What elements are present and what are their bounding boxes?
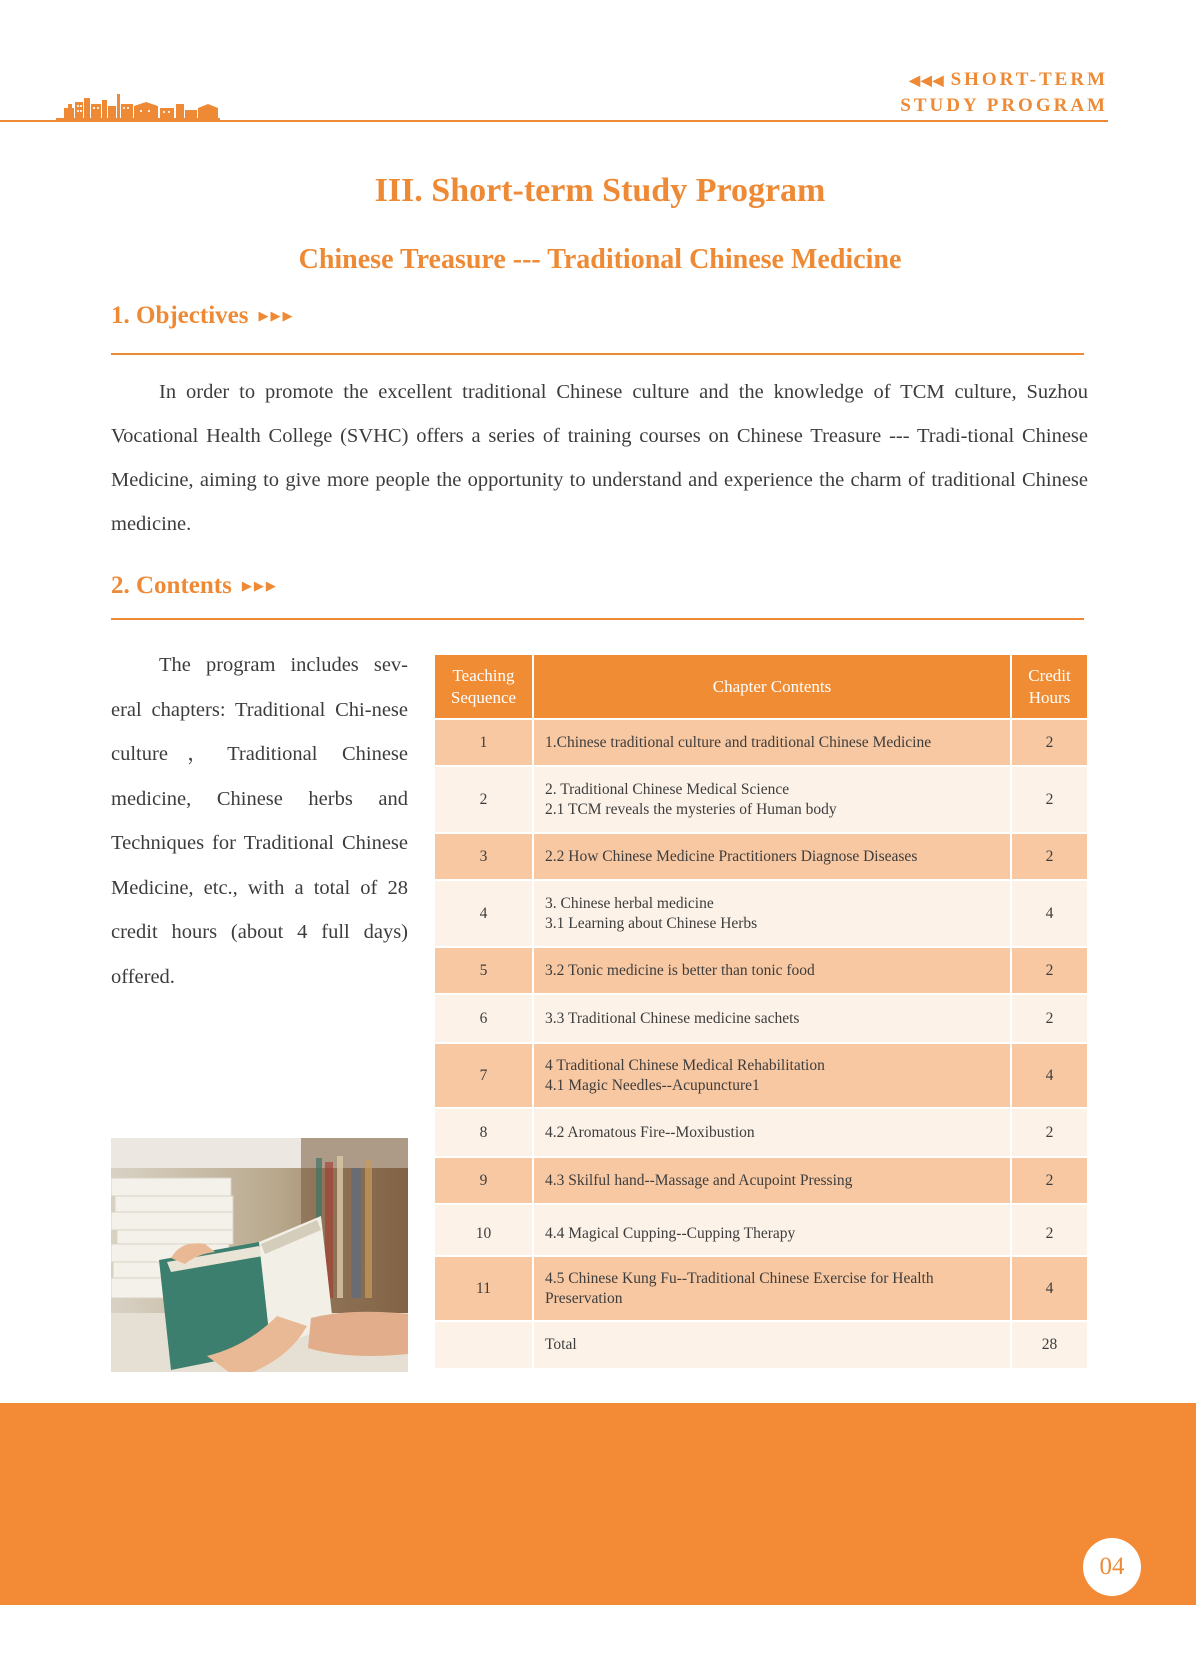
table-row	[434, 1108, 1088, 1157]
right-arrows-icon: ▶▶▶	[241, 578, 278, 593]
running-head-line2: STUDY PROGRAM	[900, 95, 1108, 116]
seq-cell: 9	[434, 1157, 533, 1204]
table-total-row	[434, 1321, 1088, 1369]
hours-cell: 4	[1011, 1256, 1088, 1321]
hours-cell: 2	[1011, 719, 1088, 766]
hours-cell: 2	[1011, 1204, 1088, 1256]
table-row	[434, 1157, 1088, 1204]
hours-cell: 2	[1011, 994, 1088, 1043]
hours-cell: 2	[1011, 1157, 1088, 1204]
header-rule	[0, 120, 1108, 122]
page-title: III. Short-term Study Program	[374, 172, 826, 209]
reading-book-photo	[111, 1138, 408, 1372]
hours-cell: 2	[1011, 766, 1088, 833]
contents-cell: 1.Chinese traditional culture and traditional Chinese Medicine	[533, 719, 1011, 766]
contents-line1: 3. Chinese herbal medicine	[545, 894, 714, 912]
hours-cell: 2	[1011, 947, 1088, 994]
table-header-row	[434, 654, 1088, 719]
page-subtitle: Chinese Treasure --- Traditional Chinese Medicine	[298, 244, 902, 275]
hours-cell: 4	[1011, 880, 1088, 947]
credit-header-line1: Credit	[1028, 665, 1071, 685]
table-row	[434, 1043, 1088, 1108]
seq-cell: 1	[434, 719, 533, 766]
total-seq-cell	[434, 1321, 533, 1369]
contents-line2: 2.1 TCM reveals the mysteries of Human body	[545, 800, 837, 818]
table-row	[434, 766, 1088, 833]
contents-cell: 2.2 How Chinese Medicine Practitioners Diagnose Diseases	[533, 833, 1011, 880]
seq-cell: 11	[434, 1256, 533, 1321]
hours-cell: 2	[1011, 833, 1088, 880]
left-arrows-icon: ◀◀◀	[909, 74, 945, 89]
credit-header-line2: Hours	[1028, 687, 1071, 707]
contents-line2: 4.1 Magic Needles--Acupuncture1	[545, 1076, 760, 1094]
contents-rule	[111, 618, 1084, 620]
right-arrows-icon: ▶▶▶	[258, 308, 295, 323]
table-row	[434, 880, 1088, 947]
hours-cell: 2	[1011, 1108, 1088, 1157]
objectives-rule	[111, 353, 1084, 355]
table-row	[434, 1256, 1088, 1321]
contents-line1: 2. Traditional Chinese Medical Science	[545, 780, 790, 798]
contents-cell	[533, 766, 1011, 833]
table-row	[434, 994, 1088, 1043]
seq-cell: 3	[434, 833, 533, 880]
contents-line2: 3.1 Learning about Chinese Herbs	[545, 914, 758, 932]
contents-cell: 4.4 Magical Cupping--Cupping Therapy	[533, 1204, 1011, 1256]
contents-heading	[111, 572, 278, 600]
contents-cell: 4.2 Aromatous Fire--Moxibustion	[533, 1108, 1011, 1157]
contents-heading-text: 2. Contents	[111, 572, 232, 599]
running-head-line1: SHORT-TERM	[950, 69, 1108, 90]
campus-skyline-logo	[56, 92, 220, 122]
seq-cell: 4	[434, 880, 533, 947]
credit-header	[1011, 654, 1088, 719]
table-row	[434, 833, 1088, 880]
objectives-paragraph: In order to promote the excellent traditional Chinese culture and the knowledge of TCM culture, Suzhou Vocational Health College (SVHC) offers a series of training courses on Chinese Treasure --- Tradi-tional Chinese Medicine, aiming to give more people the opportunity to understand and experience the charm of traditional Chinese medicine.	[111, 381, 1088, 535]
contents-cell: 4.3 Skilful hand--Massage and Acupoint Pressing	[533, 1157, 1011, 1204]
seq-header-line1: Teaching	[452, 665, 515, 685]
page-number: 04	[1083, 1538, 1141, 1596]
contents-cell	[533, 1043, 1011, 1108]
contents-cell: 4.5 Chinese Kung Fu--Traditional Chinese Exercise for Health Preservation	[533, 1256, 1011, 1321]
seq-cell: 10	[434, 1204, 533, 1256]
seq-header	[434, 654, 533, 719]
contents-cell	[533, 880, 1011, 947]
contents-line1: 4 Traditional Chinese Medical Rehabilitation	[545, 1056, 825, 1074]
contents-cell: 3.3 Traditional Chinese medicine sachets	[533, 994, 1011, 1043]
total-hours-cell: 28	[1011, 1321, 1088, 1369]
seq-cell: 8	[434, 1108, 533, 1157]
table-row	[434, 947, 1088, 994]
contents-header: Chapter Contents	[533, 654, 1011, 719]
seq-cell: 2	[434, 766, 533, 833]
contents-cell: 3.2 Tonic medicine is better than tonic food	[533, 947, 1011, 994]
footer-band	[0, 1403, 1196, 1605]
course-table	[433, 653, 1089, 1370]
table-row	[434, 1204, 1088, 1256]
seq-cell: 7	[434, 1043, 533, 1108]
hours-cell: 4	[1011, 1043, 1088, 1108]
total-label-cell: Total	[533, 1321, 1011, 1369]
contents-paragraph: The program includes sev-eral chapters: Traditional Chi-nese culture，Traditional Chinese medicine, Chinese herbs and Techniques for Traditional Chinese Medicine, etc., with a total of 28 credit hours (about 4 full days) offered.	[111, 654, 408, 988]
running-head	[900, 68, 1108, 118]
seq-header-line2: Sequence	[450, 687, 517, 707]
objectives-heading-text: 1. Objectives	[111, 302, 249, 329]
seq-cell: 6	[434, 994, 533, 1043]
table-row	[434, 719, 1088, 766]
objectives-heading	[111, 302, 294, 330]
seq-cell: 5	[434, 947, 533, 994]
